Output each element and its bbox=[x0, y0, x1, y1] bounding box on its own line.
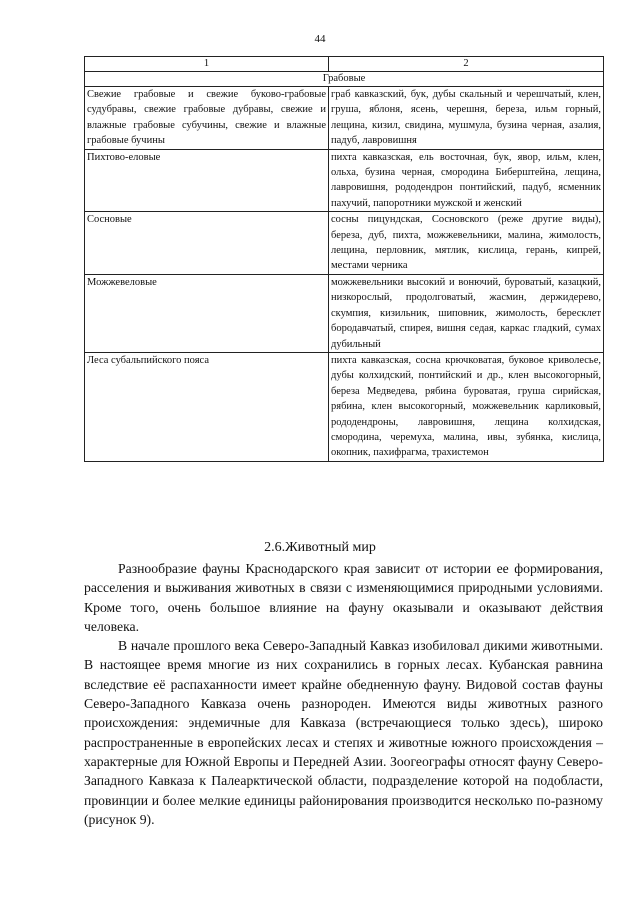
section-heading: 2.6.Животный мир bbox=[264, 540, 376, 555]
table-row bbox=[85, 274, 604, 352]
forest-type-cell: Пихтово-еловые bbox=[85, 149, 329, 212]
forest-type-cell: Можжевеловые bbox=[85, 274, 329, 352]
forest-type-cell: Сосновые bbox=[85, 212, 329, 275]
column-header-2: 2 bbox=[329, 57, 604, 72]
paragraph: В начале прошлого века Северо-Западный Кавказ изобиловал дикими животными. В настоящее время многие из них сохранились в горных лесах. Кубанская равнина вследствие её распаханности имеет крайне обедненную фауну. Видовой состав фауны Северо-Западного Кавказа очень разнороден. Имеются виды животных разного происхождения: эндемичные для Кавказа (встречающиеся только здесь), широко распространенные в европейских лесах и степях и животные южного происхождения – характерные для Южной Европы и Передней Азии. Зоогеографы относят фауну Северо-Западного Кавказа к Палеарктической области, подразделение которой на подобласти, провинции и более мелкие единицы районирования производится несколько по-разному (рисунок 9). bbox=[84, 638, 603, 827]
table-row bbox=[85, 352, 604, 461]
species-cell: можжевельники высокий и вонючий, буроватый, казацкий, низкорослый, продолговатый, жасмин, держидерево, скумпия, кизильник, шиповник, жимолость, бересклет бородавчатый, спирея, вишня седая, каркас гладкий, сумах дубильный bbox=[329, 274, 604, 352]
table-header-row bbox=[85, 57, 604, 72]
species-cell: пихта кавказская, сосна крючковатая, буковое криволесье, дубы колхидский, понтийский и др., клен высокогорный, береза Медведева, рябина буроватая, груша сирийская, рябина, клен высокогорный, можжевельник карликовый, рододендроны, лавровишня, лещина колхидская, смородина, черемуха, малина, ивы, зубянка, кислица, окопник, пахифрагма, трахистемон bbox=[329, 352, 604, 461]
forest-type-cell: Свежие грабовые и свежие буково-грабовые судубравы, свежие грабовые дубравы, свежие и влажные грабовые субучины, свежие и влажные грабовые бучины bbox=[85, 87, 329, 150]
column-header-1: 1 bbox=[85, 57, 329, 72]
body-text bbox=[84, 559, 603, 829]
species-cell: граб кавказский, бук, дубы скальный и черешчатый, клен, груша, яблоня, ясень, черешня, береза, ильм горный, лещина, кизил, свидина, мушмула, бузина черная, азалия, падуб, лавровишня bbox=[329, 87, 604, 150]
table-row bbox=[85, 149, 604, 212]
table-row bbox=[85, 212, 604, 275]
page-number: 44 bbox=[314, 33, 326, 45]
table-row bbox=[85, 87, 604, 150]
species-cell: сосны пицундская, Сосновского (реже другие виды), береза, дуб, пихта, можжевельники, малина, жимолость, лещина, перловник, мятлик, кислица, герань, кипрей, местами черника bbox=[329, 212, 604, 275]
forest-type-cell: Леса субальпийского пояса bbox=[85, 352, 329, 461]
flora-table bbox=[84, 56, 604, 462]
table-section-row bbox=[85, 72, 604, 87]
species-cell: пихта кавказская, ель восточная, бук, явор, ильм, клен, ольха, бузина черная, смородина Биберштейна, лещина, лавровишня, рододендрон понтийский, падуб, ясменник пахучий, папоротники мужской и женский bbox=[329, 149, 604, 212]
paragraph: Разнообразие фауны Краснодарского края зависит от истории ее формирования, расселения и выживания животных в связи с изменяющимися природными условиями. Кроме того, очень большое влияние на фауну оказывали и оказывают действия человека. bbox=[84, 561, 603, 634]
table-section-title: Грабовые bbox=[85, 72, 604, 87]
